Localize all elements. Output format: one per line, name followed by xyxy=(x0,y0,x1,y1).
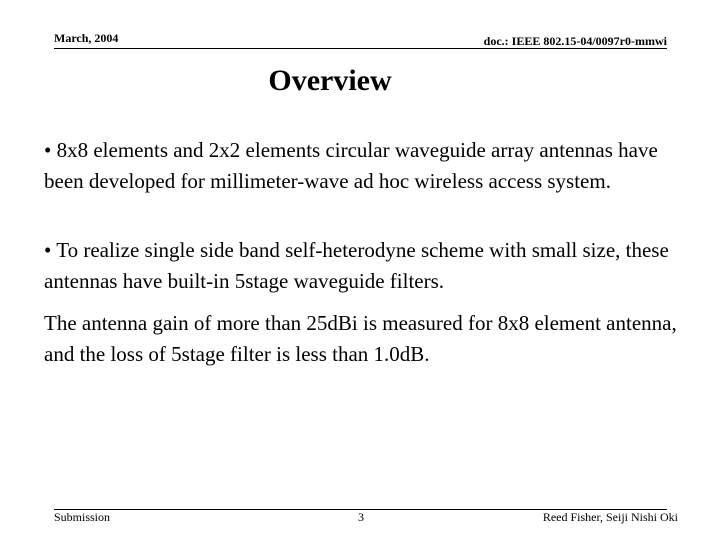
slide-title: Overview xyxy=(268,64,392,97)
page-number: 3 xyxy=(358,510,364,524)
summary-paragraph: The antenna gain of more than 25dBi is measured for 8x8 element antenna, and the loss of 5stage filter is less than 1.0dB. xyxy=(44,311,677,366)
header-divider xyxy=(54,48,667,49)
footer-submission: Submission xyxy=(54,510,111,524)
bullet-paragraph-2: • To realize single side band self-heterodyne scheme with small size, these antennas have built-in 5stage waveguide filters. xyxy=(44,238,669,293)
bullet-paragraph-1: • 8x8 elements and 2x2 elements circular waveguide array antennas have been developed for millimeter-wave ad hoc wireless access system. xyxy=(44,138,658,193)
header-date: March, 2004 xyxy=(54,31,119,45)
header-doc-id: doc.: IEEE 802.15-04/0097r0-mmwi xyxy=(483,34,667,48)
footer-authors: Reed Fisher, Seiji Nishi Oki xyxy=(542,510,678,524)
